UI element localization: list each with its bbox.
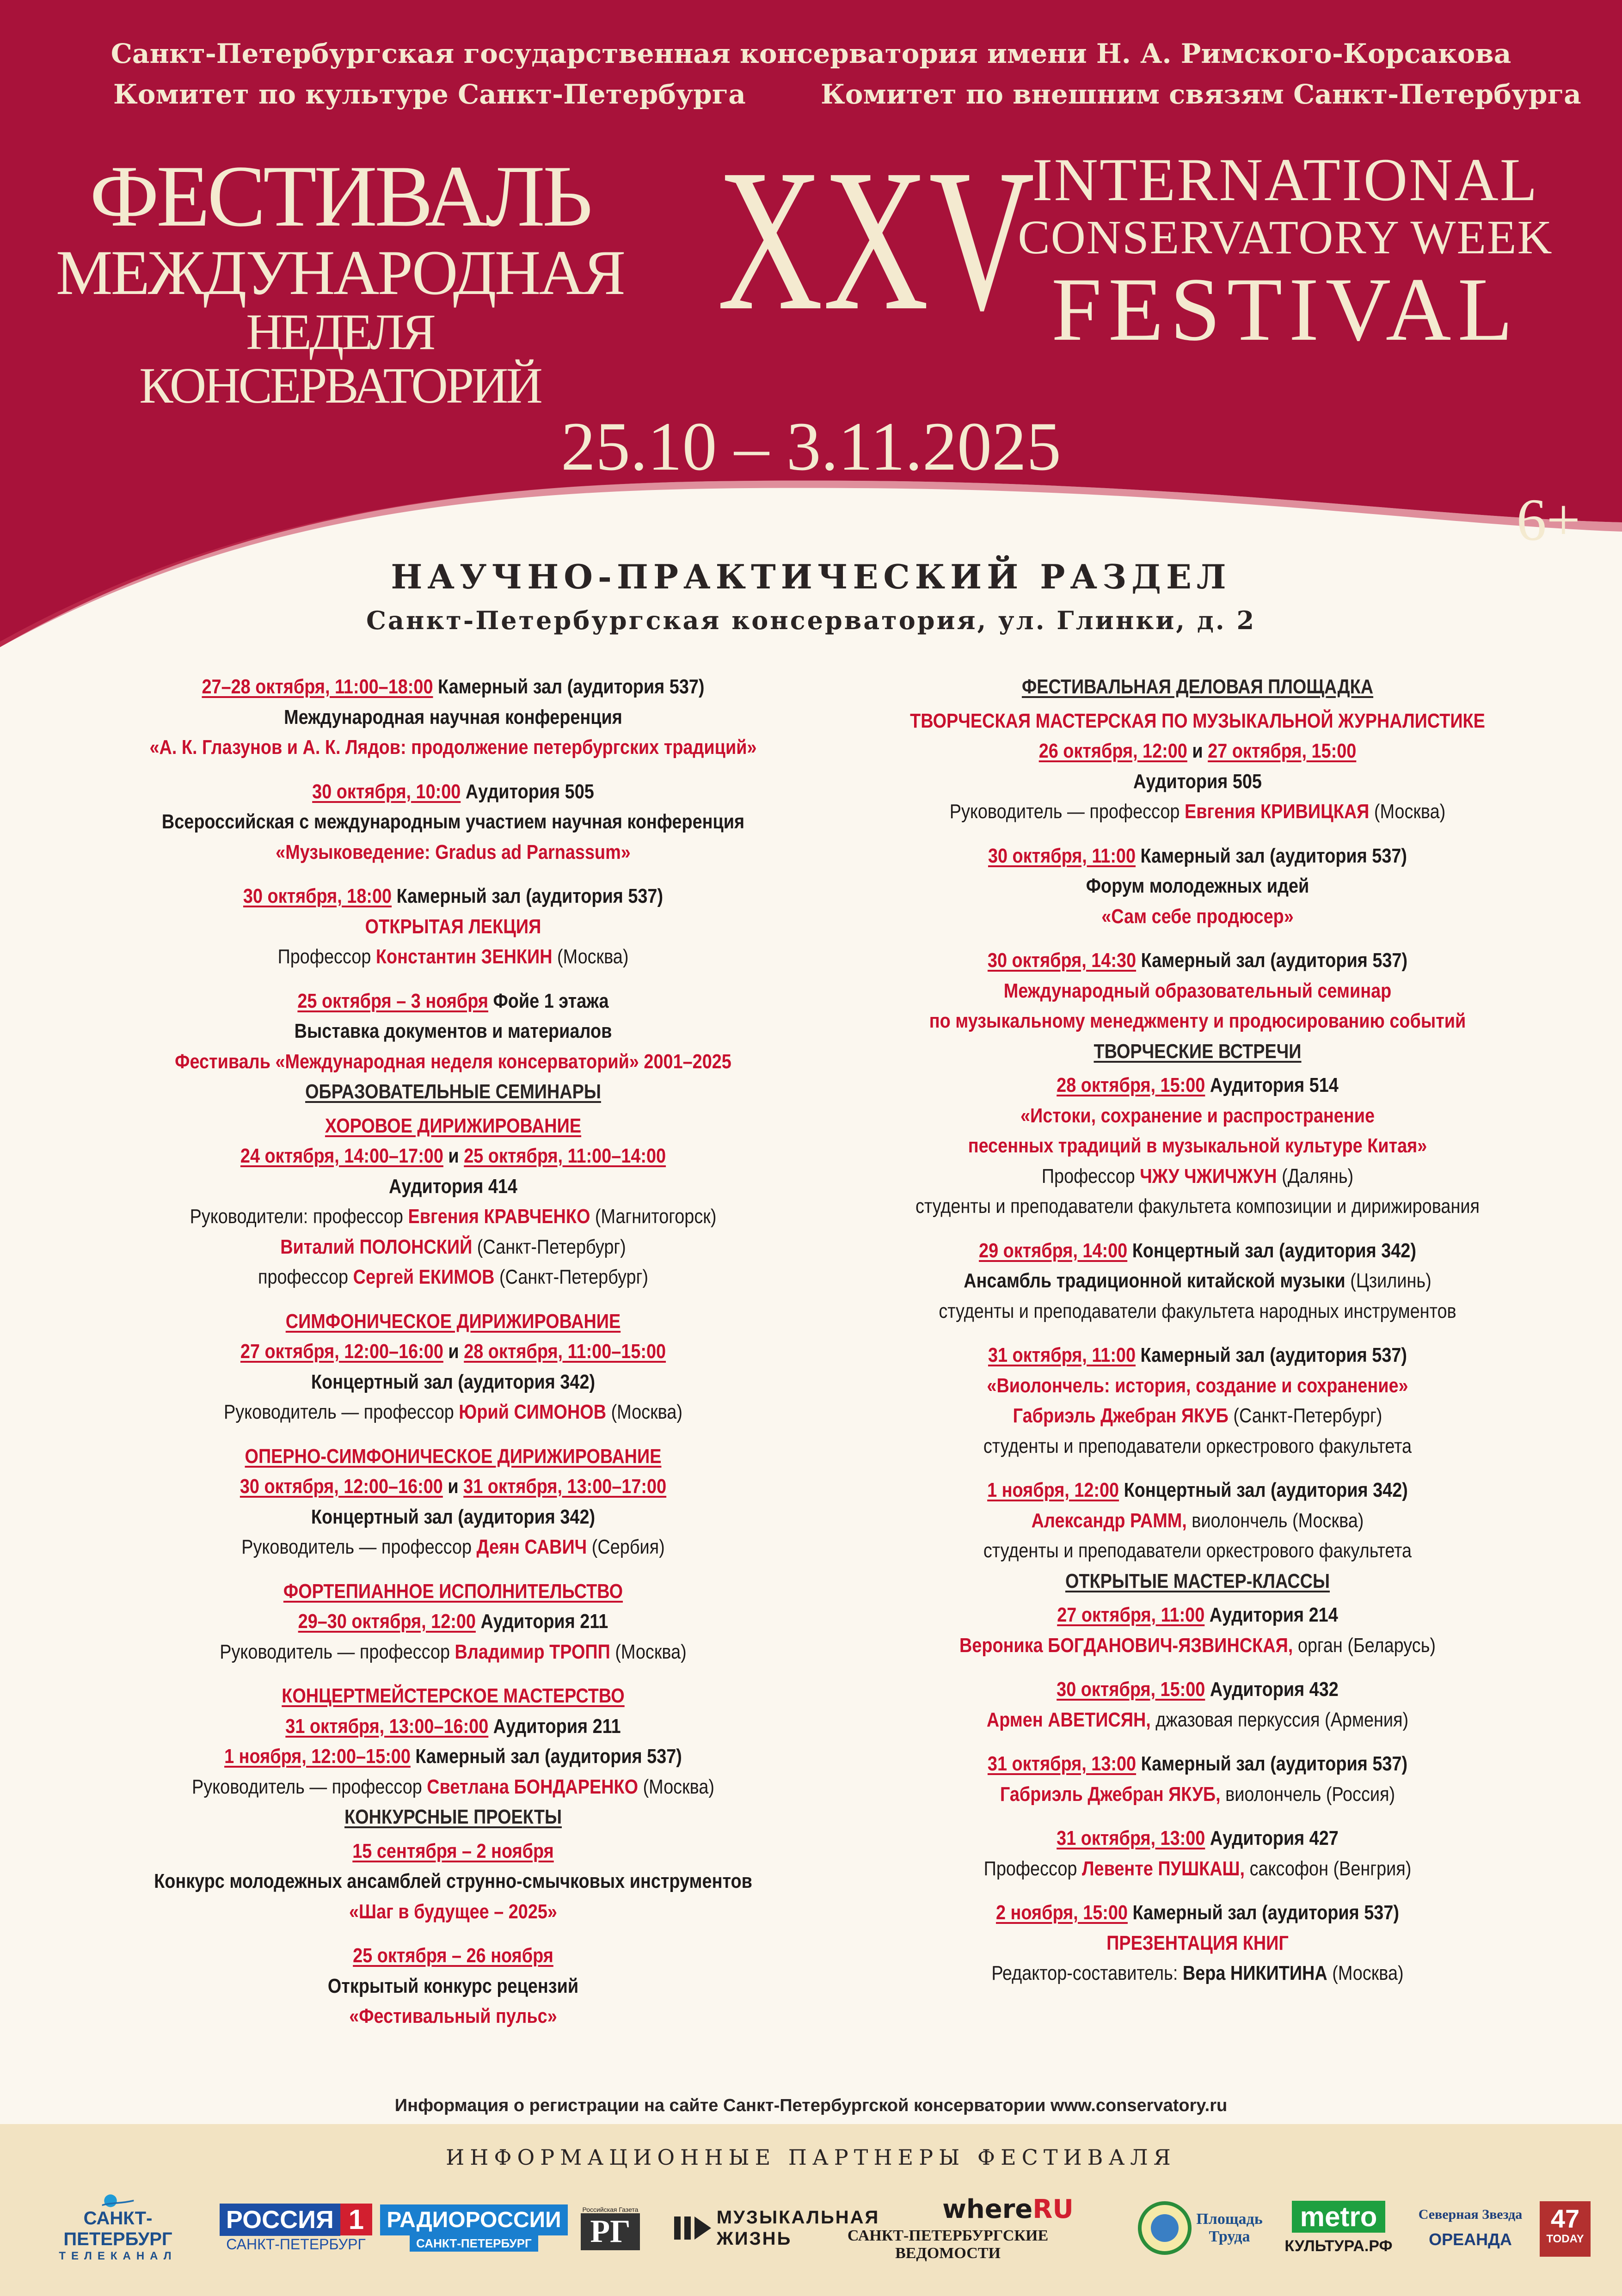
seminar-management-l1: Международный образовательный семинар — [1003, 979, 1392, 1002]
workshop-journalism-title: ТВОРЧЕСКАЯ МАСТЕРСКАЯ ПО МУЗЫКАЛЬНОЙ ЖУРНАЛИСТИКЕ — [910, 709, 1485, 732]
forum-type: Форум молодежных идей — [1086, 875, 1309, 897]
seminar-piano-date: 29–30 октября, 12:00 Аудитория 211 — [298, 1610, 608, 1633]
seminar-accomp-date2: 1 ноября, 12:00–15:00 Камерный зал (аудитория 537) — [224, 1745, 682, 1768]
logo-metro-kultura: metro КУЛЬТУРА.РФ — [1284, 2201, 1393, 2255]
seminar-management-date: 30 октября, 14:30 Камерный зал (аудитория 537) — [987, 949, 1408, 972]
title-en — [994, 146, 1577, 360]
forum-date: 30 октября, 11:00 Камерный зал (аудитория 537) — [988, 844, 1407, 867]
logo-muz-zhizn: МУЗЫКАЛЬНАЯ ЖИЗНЬ — [668, 2193, 885, 2263]
event-gradus-date: 30 октября, 10:00 Аудитория 505 — [312, 780, 594, 803]
meeting-cello-date: 31 октября, 11:00 Камерный зал (аудитория 537) — [988, 1344, 1407, 1366]
heading-meetings: ТВОРЧЕСКИЕ ВСТРЕЧИ — [1094, 1040, 1302, 1063]
logo-vedomosti-where: whereRU САНКТ-ПЕТЕРБУРГСКИЕ ВЕДОМОСТИ — [847, 2194, 1074, 2262]
seminar-symphonic-lead: Руководитель — профессор Юрий СИМОНОВ (Москва) — [224, 1401, 682, 1423]
seminar-choral-lead1: Руководители: профессор Евгения КРАВЧЕНКО (Магнитогорск) — [190, 1205, 717, 1228]
seminar-choral-place: Аудитория 414 — [389, 1175, 517, 1198]
event-lecture-person: Профессор Константин ЗЕНКИН (Москва) — [277, 945, 629, 968]
meeting-ramm-date: 1 ноября, 12:00 Концертный зал (аудитория 342) — [987, 1479, 1408, 1501]
registration-info: Информация о регистрации на сайте Санкт-Петербургской консерватории www.conservatory.ru — [394, 2096, 1228, 2115]
heading-business: ФЕСТИВАЛЬНАЯ ДЕЛОВАЯ ПЛОЩАДКА — [1021, 675, 1374, 698]
seminar-opera-place: Концертный зал (аудитория 342) — [311, 1505, 596, 1528]
event-exhibition-type: Выставка документов и материалов — [294, 1020, 612, 1042]
header-line-conservatory: Санкт-Петербургская государственная консерватория имени Н. А. Римского-Корсакова — [111, 38, 1511, 69]
meeting-ramm-person: Александр РАММ, виолончель (Москва) — [1031, 1509, 1364, 1532]
seminar-accomp-lead: Руководитель — профессор Светлана БОНДАРЕНКО (Москва) — [192, 1775, 714, 1798]
contest-reviews-type: Открытый конкурс рецензий — [327, 1974, 579, 1997]
masterclass-cello-person: Габриэль Джебран ЯКУБ, виолончель (Россия) — [1000, 1782, 1395, 1806]
age-rating: 6+ — [1516, 487, 1580, 553]
spb-tv-icon — [83, 2193, 153, 2208]
masterclass-organ-person: Вероника БОГДАНОВИЧ-ЯЗВИНСКАЯ, орган (Беларусь) — [959, 1634, 1436, 1657]
books-date: 2 ноября, 15:00 Камерный зал (аудитория 537) — [995, 1901, 1399, 1924]
committee-external: Комитет по внешним связям Санкт-Петербурга — [821, 79, 1581, 110]
meeting-ensemble-title: Ансамбль традиционной китайской музыки (Цзилинь) — [964, 1269, 1432, 1292]
logo-47-today: 47 TODAY — [1540, 2201, 1591, 2257]
roman-numeral: XXV — [717, 128, 1035, 353]
logo-radio-rossii: РАДИОРОССИИ САНКТ-ПЕТЕРБУРГ — [391, 2193, 557, 2263]
masterclass-sax-person: Профессор Левенте ПУШКАШ, саксофон (Венгрия) — [983, 1857, 1412, 1880]
event-exhibition-date: 25 октября – 3 ноября Фойе 1 этажа — [297, 989, 609, 1012]
event-glazunov-date: 27–28 октября, 11:00–18:00 Камерный зал (аудитория 537) — [202, 675, 705, 698]
logo-rg: Российская Газета РГ — [569, 2193, 652, 2263]
meeting-ensemble-date: 29 октября, 14:00 Концертный зал (аудитория 342) — [979, 1239, 1416, 1262]
title-en-line3: FESTIVAL — [1051, 259, 1520, 360]
logo-ploshchad-truda: Площадь Труда — [1133, 2193, 1267, 2263]
forum-title: «Сам себе продюсер» — [1101, 905, 1294, 928]
committee-culture: Комитет по культуре Санкт-Петербурга — [113, 79, 746, 110]
muz-zhizn-icon — [674, 2212, 711, 2244]
ploshchad-truda-icon — [1137, 2200, 1192, 2256]
seminar-choral-lead3: профессор Сергей ЕКИМОВ (Санкт-Петербург) — [258, 1266, 649, 1288]
seminar-accomp-title: КОНЦЕРТМЕЙСТЕРСКОЕ МАСТЕРСТВО — [282, 1684, 625, 1707]
seminar-choral-dates: 24 октября, 14:00–17:00 и 25 октября, 11:00–14:00 — [240, 1145, 666, 1167]
partners-title: ИНФОРМАЦИОННЫЕ ПАРТНЕРЫ ФЕСТИВАЛЯ — [446, 2145, 1176, 2170]
workshop-journalism-dates: 26 октября, 12:00 и 27 октября, 15:00 — [1038, 740, 1357, 762]
masterclass-organ-date: 27 октября, 11:00 Аудитория 214 — [1057, 1604, 1338, 1626]
books-title: ПРЕЗЕНТАЦИЯ КНИГ — [1106, 1931, 1289, 1954]
contest-strings-date: 15 сентября – 2 ноября — [352, 1839, 554, 1862]
heading-masterclasses: ОТКРЫТЫЕ МАСТЕР-КЛАССЫ — [1065, 1569, 1330, 1592]
event-lecture-title: ОТКРЫТАЯ ЛЕКЦИЯ — [365, 915, 541, 938]
seminar-symphonic-title: СИМФОНИЧЕСКОЕ ДИРИЖИРОВАНИЕ — [285, 1310, 621, 1333]
masterclass-sax-date: 31 октября, 13:00 Аудитория 427 — [1057, 1827, 1339, 1849]
meeting-cello-title: «Виолончель: история, создание и сохранение» — [987, 1374, 1408, 1397]
contest-strings-title: «Шаг в будущее – 2025» — [349, 1900, 557, 1923]
event-gradus-title: «Музыковедение: Gradus ad Parnassum» — [276, 840, 631, 863]
masterclass-jazz-person: Армен АВЕТИСЯН, джазовая перкуссия (Армения) — [986, 1708, 1409, 1731]
event-lecture-date: 30 октября, 18:00 Камерный зал (аудитория 537) — [243, 885, 664, 907]
section-subtitle: Санкт-Петербургская консерватория, ул. Глинки, д. 2 — [366, 606, 1256, 635]
meeting-china-participants: студенты и преподаватели факультета композиции и дирижирования — [915, 1195, 1480, 1218]
event-glazunov-type: Международная научная конференция — [284, 705, 622, 729]
heading-contests: КОНКУРСНЫЕ ПРОЕКТЫ — [344, 1806, 562, 1828]
meeting-cello-participants: студенты и преподаватели оркестрового факультета — [983, 1434, 1412, 1457]
meeting-ramm-participants: студенты и преподаватели оркестрового факультета — [983, 1539, 1412, 1562]
logo-rossiya-1: РОССИЯ 1 САНКТ-ПЕТЕРБУРГ — [215, 2193, 377, 2263]
title-ru — [51, 148, 629, 414]
books-editor: Редактор-составитель: Вера НИКИТИНА (Москва) — [991, 1962, 1404, 1984]
contest-reviews-title: «Фестивальный пульс» — [349, 2005, 557, 2027]
seminar-choral-lead2: Виталий ПОЛОНСКИЙ (Санкт-Петербург) — [280, 1235, 626, 1258]
workshop-journalism-place: Аудитория 505 — [1133, 770, 1262, 793]
left-column — [16, 672, 891, 2032]
event-gradus-type: Всероссийская с международным участием научная конференция — [161, 810, 745, 833]
heading-seminars: ОБРАЗОВАТЕЛЬНЫЕ СЕМИНАРЫ — [305, 1080, 601, 1103]
seminar-choral-title: ХОРОВОЕ ДИРИЖИРОВАНИЕ — [325, 1114, 582, 1137]
masterclass-jazz-date: 30 октября, 15:00 Аудитория 432 — [1057, 1678, 1339, 1701]
title-en-line2: CONSERVATORY WEEK — [1018, 211, 1553, 264]
seminar-opera-dates: 30 октября, 12:00–16:00 и 31 октября, 13:00–17:00 — [240, 1475, 667, 1498]
logo-spb-tv: САНКТ-ПЕТЕРБУРГ ТЕЛЕКАНАЛ — [32, 2193, 203, 2263]
seminar-piano-title: ФОРТЕПИАННОЕ ИСПОЛНИТЕЛЬСТВО — [283, 1580, 623, 1603]
masterclass-cello-date: 31 октября, 13:00 Камерный зал (аудитория 537) — [987, 1752, 1408, 1775]
seminar-piano-lead: Руководитель — профессор Владимир ТРОПП (Москва) — [220, 1640, 687, 1663]
logo-zvezda-oreanda: Северная Звезда ОРЕАНДА — [1418, 2207, 1523, 2249]
title-en-line1: INTERNATIONAL — [1032, 146, 1539, 214]
event-glazunov-title: «А. К. Глазунов и А. К. Лядов: продолжение петербургских традиций» — [149, 736, 757, 759]
title-ru-line1: ФЕСТИВАЛЬ — [89, 148, 590, 245]
seminar-symphonic-place: Концертный зал (аудитория 342) — [311, 1370, 596, 1393]
meeting-china-title1: «Истоки, сохранение и распространение — [1020, 1104, 1375, 1127]
meeting-ensemble-participants: студенты и преподаватели факультета народных инструментов — [939, 1299, 1456, 1322]
seminar-symphonic-dates: 27 октября, 12:00–16:00 и 28 октября, 11:00–15:00 — [240, 1340, 666, 1363]
meeting-china-title2: песенных традиций в музыкальной культуре Китая» — [968, 1134, 1427, 1157]
seminar-management-l2: по музыкальному менеджменту и продюсированию событий — [929, 1010, 1466, 1032]
meeting-cello-person: Габриэль Джебран ЯКУБ (Санкт-Петербург) — [1013, 1404, 1382, 1427]
contest-strings-type: Конкурс молодежных ансамблей струнно-смычковых инструментов — [154, 1870, 752, 1892]
workshop-journalism-lead: Руководитель — профессор Евгения КРИВИЦКАЯ (Москва) — [949, 800, 1446, 823]
event-exhibition-title: Фестиваль «Международная неделя консерваторий» 2001–2025 — [175, 1050, 731, 1073]
seminar-opera-title: ОПЕРНО-СИМФОНИЧЕСКОЕ ДИРИЖИРОВАНИЕ — [245, 1445, 662, 1468]
meeting-china-date: 28 октября, 15:00 Аудитория 514 — [1057, 1074, 1339, 1096]
meeting-china-person: Профессор ЧЖУ ЧЖИЧЖУН (Далянь) — [1041, 1164, 1354, 1188]
right-column — [760, 672, 1622, 1989]
section-title: НАУЧНО-ПРАКТИЧЕСКИЙ РАЗДЕЛ — [391, 557, 1231, 596]
contest-reviews-date: 25 октября – 26 ноября — [353, 1944, 553, 1967]
seminar-opera-lead: Руководитель — профессор Деян САВИЧ (Сербия) — [241, 1536, 665, 1558]
title-ru-line2: МЕЖДУНАРОДНАЯ — [55, 237, 624, 308]
title-ru-line3: НЕДЕЛЯ КОНСЕРВАТОРИЙ — [139, 304, 541, 414]
seminar-accomp-date1: 31 октября, 13:00–16:00 Аудитория 211 — [285, 1714, 621, 1738]
festival-dates: 25.10 – 3.11.2025 — [561, 408, 1061, 485]
